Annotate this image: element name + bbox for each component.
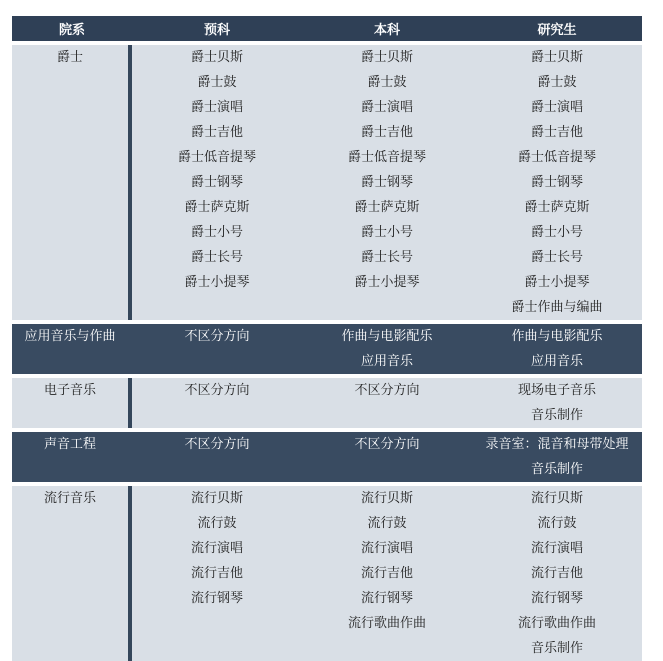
program-item: 爵士小号	[190, 225, 243, 240]
header-foundation: 预科	[203, 23, 230, 38]
program-item: 爵士吉他	[530, 125, 583, 140]
program-item: 流行歌曲作曲	[517, 616, 596, 631]
program-item: 爵士长号	[190, 250, 243, 265]
program-item: 爵士萨克斯	[524, 200, 590, 215]
program-item: 爵士贝斯	[190, 50, 243, 65]
program-item: 爵士鼓	[537, 75, 577, 90]
table-row	[12, 45, 642, 320]
graduate-cell	[472, 486, 642, 661]
graduate-cell	[472, 45, 642, 320]
program-item: 流行鼓	[197, 516, 237, 531]
program-item: 爵士演唱	[530, 100, 583, 115]
department-cell	[12, 324, 132, 374]
program-item: 应用音乐	[530, 354, 583, 369]
table-row	[12, 378, 642, 428]
program-item: 流行吉他	[360, 566, 413, 581]
foundation-cell	[132, 486, 302, 661]
program-item: 爵士小提琴	[524, 275, 590, 290]
program-item: 流行吉他	[190, 566, 243, 581]
undergraduate-cell	[302, 324, 472, 374]
program-item: 爵士作曲与编曲	[511, 300, 603, 315]
program-item: 爵士萨克斯	[354, 200, 420, 215]
department-name: 爵士	[56, 50, 83, 65]
program-item: 应用音乐	[360, 354, 413, 369]
program-item: 爵士长号	[530, 250, 583, 265]
department-cell	[12, 378, 132, 428]
program-item: 爵士长号	[360, 250, 413, 265]
table-row	[12, 324, 642, 374]
table-row	[12, 432, 642, 482]
undergraduate-cell	[302, 486, 472, 661]
graduate-cell	[472, 378, 642, 428]
department-cell	[12, 432, 132, 482]
programs-table	[12, 16, 642, 661]
undergraduate-cell	[302, 45, 472, 320]
header-undergraduate: 本科	[373, 23, 400, 38]
foundation-cell	[132, 432, 302, 482]
program-item: 流行贝斯	[190, 491, 243, 506]
program-item: 不区分方向	[354, 437, 420, 452]
program-item: 现场电子音乐	[517, 383, 596, 398]
program-item: 爵士吉他	[190, 125, 243, 140]
program-item: 爵士小提琴	[354, 275, 420, 290]
program-item: 流行鼓	[537, 516, 577, 531]
header-department: 院系	[58, 23, 85, 38]
program-item: 爵士贝斯	[360, 50, 413, 65]
program-item: 爵士低音提琴	[177, 150, 256, 165]
graduate-cell	[472, 324, 642, 374]
program-item: 流行演唱	[530, 541, 583, 556]
program-item: 音乐制作	[530, 408, 583, 423]
program-item: 爵士吉他	[360, 125, 413, 140]
program-item: 爵士演唱	[190, 100, 243, 115]
foundation-cell	[132, 45, 302, 320]
program-item: 不区分方向	[184, 329, 250, 344]
program-item: 音乐制作	[530, 641, 583, 656]
department-name: 声音工程	[43, 437, 96, 452]
graduate-cell	[472, 432, 642, 482]
undergraduate-cell	[302, 378, 472, 428]
program-item: 爵士鼓	[367, 75, 407, 90]
program-item: 流行钢琴	[190, 591, 243, 606]
program-item: 音乐制作	[530, 462, 583, 477]
table-row	[12, 486, 642, 661]
department-name: 应用音乐与作曲	[24, 329, 116, 344]
program-item: 爵士演唱	[360, 100, 413, 115]
program-item: 不区分方向	[354, 383, 420, 398]
department-cell	[12, 486, 132, 661]
department-name: 流行音乐	[43, 491, 96, 506]
program-item: 爵士钢琴	[360, 175, 413, 190]
program-item: 流行贝斯	[360, 491, 413, 506]
program-item: 流行鼓	[367, 516, 407, 531]
program-item: 流行贝斯	[530, 491, 583, 506]
program-item: 爵士贝斯	[530, 50, 583, 65]
program-item: 流行演唱	[360, 541, 413, 556]
table-body	[12, 45, 642, 661]
program-item: 作曲与电影配乐	[511, 329, 603, 344]
program-item: 流行演唱	[190, 541, 243, 556]
program-item: 流行钢琴	[530, 591, 583, 606]
table-header	[12, 16, 642, 41]
program-item: 流行钢琴	[360, 591, 413, 606]
department-name: 电子音乐	[43, 383, 96, 398]
header-graduate: 研究生	[537, 23, 577, 38]
program-item: 爵士小号	[360, 225, 413, 240]
program-item: 爵士小提琴	[184, 275, 250, 290]
program-item: 爵士低音提琴	[517, 150, 596, 165]
program-item: 录音室：混音和母带处理	[485, 437, 629, 452]
program-item: 爵士小号	[530, 225, 583, 240]
program-item: 爵士萨克斯	[184, 200, 250, 215]
program-item: 不区分方向	[184, 383, 250, 398]
foundation-cell	[132, 324, 302, 374]
department-cell	[12, 45, 132, 320]
program-item: 爵士低音提琴	[347, 150, 426, 165]
program-item: 爵士鼓	[197, 75, 237, 90]
program-item: 爵士钢琴	[190, 175, 243, 190]
program-item: 流行吉他	[530, 566, 583, 581]
foundation-cell	[132, 378, 302, 428]
program-item: 爵士钢琴	[530, 175, 583, 190]
undergraduate-cell	[302, 432, 472, 482]
program-item: 不区分方向	[184, 437, 250, 452]
program-item: 流行歌曲作曲	[347, 616, 426, 631]
program-item: 作曲与电影配乐	[341, 329, 433, 344]
